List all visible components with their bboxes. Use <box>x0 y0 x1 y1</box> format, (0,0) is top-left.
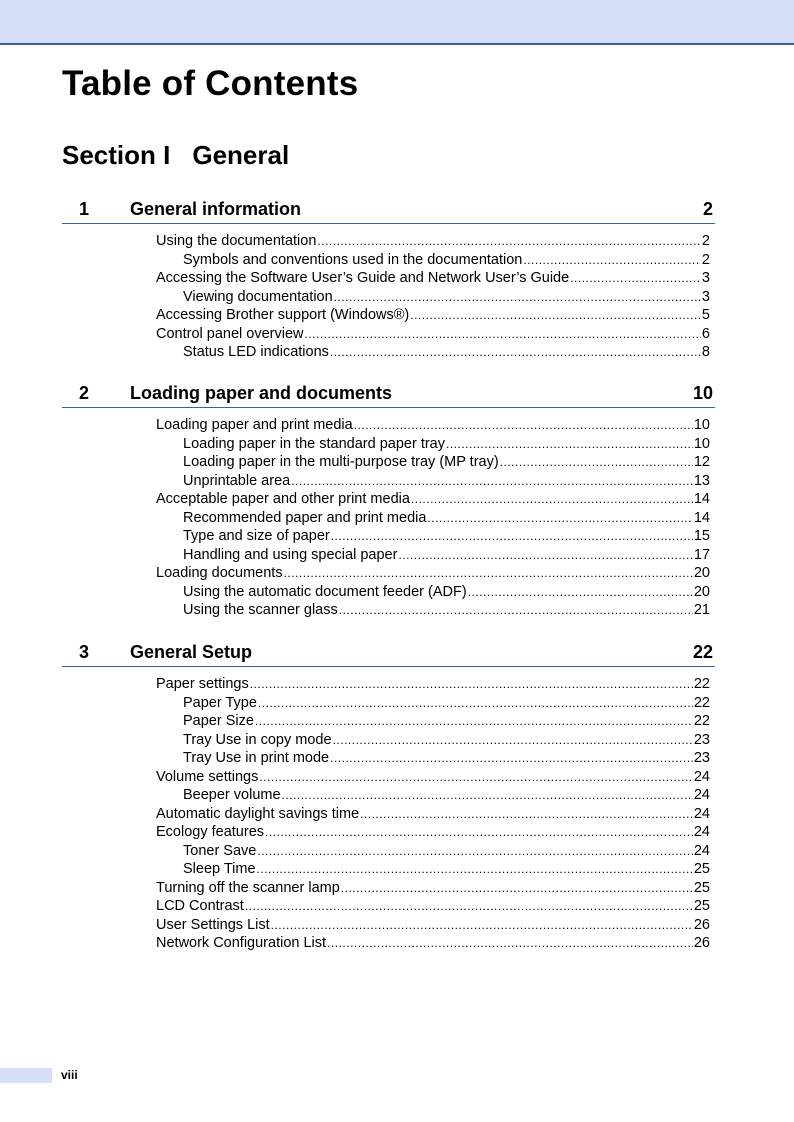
toc-entry[interactable] <box>156 917 710 936</box>
chapter-heading[interactable] <box>62 383 715 408</box>
dot-leader <box>245 899 693 913</box>
dot-leader <box>339 603 693 617</box>
toc-entry-title: Using the scanner glass <box>183 602 338 618</box>
toc-entry-title: Tray Use in copy mode <box>183 731 332 748</box>
toc-entry-title: Unprintable area <box>183 472 291 489</box>
toc-entry[interactable] <box>183 787 710 806</box>
toc-entry-title: Ecology features <box>156 824 265 840</box>
toc-entry-title: Using the documentation <box>156 233 317 249</box>
toc-entry-page: 12 <box>693 454 710 470</box>
toc-entry-title: Paper settings <box>156 676 249 692</box>
dot-leader <box>257 862 693 876</box>
toc-entry-title: Control panel overview <box>156 325 304 342</box>
toc-entry[interactable] <box>156 880 710 899</box>
toc-entry-title: Turning off the scanner lamp <box>156 879 340 896</box>
chapter-1 <box>62 199 715 363</box>
toc-entry-page: 22 <box>693 676 710 692</box>
section-heading <box>62 140 289 171</box>
toc-entry-page: 2 <box>701 233 710 249</box>
dot-leader <box>255 714 693 728</box>
toc-entry-page: 26 <box>693 935 710 951</box>
toc-entry-page: 3 <box>701 270 710 286</box>
toc-entry[interactable] <box>183 750 710 769</box>
toc-list <box>62 676 715 954</box>
toc-entry-page: 24 <box>693 787 710 803</box>
dot-leader <box>327 936 693 950</box>
toc-entry-page: 14 <box>693 509 710 526</box>
toc-entry[interactable] <box>183 289 710 308</box>
dot-leader <box>468 585 693 599</box>
toc-entry-page: 10 <box>693 417 710 433</box>
dot-leader <box>291 474 693 488</box>
toc-entry[interactable] <box>156 491 710 510</box>
toc-entry[interactable] <box>183 861 710 880</box>
toc-entry-title: Loading paper in the multi-purpose tray (MP tray) <box>183 454 499 470</box>
toc-entry-title: Paper Type <box>183 694 257 711</box>
toc-entry-title: Loading documents <box>156 565 283 581</box>
toc-entry-page: 22 <box>693 694 710 711</box>
toc-entry-title: Using the automatic document feeder (ADF) <box>183 583 467 600</box>
toc-entry[interactable] <box>183 510 710 529</box>
dot-leader <box>334 290 701 304</box>
toc-entry-page: 24 <box>693 824 710 840</box>
toc-entry-page: 20 <box>693 565 710 581</box>
toc-entry-title: Tray Use in print mode <box>183 750 330 766</box>
chapter-number: 3 <box>79 642 90 662</box>
dot-leader <box>284 566 693 580</box>
chapter-title: General information <box>130 199 302 219</box>
chapter-number: 2 <box>79 383 90 403</box>
toc-entry-title: Accessing Brother support (Windows®) <box>156 307 410 323</box>
toc-entry[interactable] <box>156 898 710 917</box>
toc-entry-page: 20 <box>693 583 710 600</box>
toc-entry-title: Loading paper and print media <box>156 417 353 433</box>
chapter-3 <box>62 642 715 954</box>
toc-entry-title: Sleep Time <box>183 861 256 877</box>
toc-entry-title: Status LED indications <box>183 344 329 360</box>
section-name: General <box>192 140 290 170</box>
toc-entry[interactable] <box>183 843 710 862</box>
dot-leader <box>523 253 701 267</box>
footer-page-number: viii <box>61 1068 78 1082</box>
toc-entry[interactable] <box>183 436 710 455</box>
dot-leader <box>271 918 693 932</box>
chapter-page: 10 <box>692 383 713 403</box>
toc-entry-title: Network Configuration List <box>156 935 327 951</box>
toc-entry-page: 26 <box>693 916 710 933</box>
toc-entry-page: 17 <box>693 546 710 563</box>
toc-entry-page: 23 <box>693 750 710 766</box>
dot-leader <box>330 751 693 765</box>
toc-entry[interactable] <box>156 806 710 825</box>
chapter-page: 22 <box>692 642 713 662</box>
dot-leader <box>333 733 693 747</box>
toc-entry-page: 25 <box>693 898 710 914</box>
dot-leader <box>427 511 692 525</box>
toc-entry-page: 24 <box>693 805 710 822</box>
toc-entry-page: 23 <box>693 731 710 748</box>
toc-entry-title: LCD Contrast <box>156 898 244 914</box>
toc-entry[interactable] <box>156 935 710 954</box>
toc-entry[interactable] <box>156 233 710 252</box>
toc-entry-page: 14 <box>693 491 710 507</box>
toc-entry-page: 3 <box>701 288 710 305</box>
header-band <box>0 0 794 45</box>
toc-entry[interactable] <box>156 270 710 289</box>
dot-leader <box>354 418 693 432</box>
footer-tab <box>0 1068 52 1083</box>
toc-entry[interactable] <box>183 252 710 271</box>
toc-entry-title: Handling and using special paper <box>183 546 398 563</box>
chapter-page: 2 <box>702 199 713 219</box>
dot-leader <box>259 770 692 784</box>
chapter-number: 1 <box>79 199 90 219</box>
toc-entry-page: 2 <box>701 251 710 268</box>
toc-entry-page: 22 <box>693 713 710 729</box>
toc-entry-page: 10 <box>693 435 710 452</box>
toc-entry[interactable] <box>183 602 710 621</box>
toc-entry[interactable] <box>183 344 710 363</box>
toc-entry-page: 8 <box>701 344 710 360</box>
toc-entry-title: Beeper volume <box>183 787 281 803</box>
dot-leader <box>265 825 693 839</box>
dot-leader <box>257 844 693 858</box>
toc-entry[interactable] <box>156 769 710 788</box>
dot-leader <box>305 327 701 341</box>
toc-entry[interactable] <box>156 307 710 326</box>
chapter-title: Loading paper and documents <box>130 383 393 403</box>
toc-entry-title: Volume settings <box>156 768 259 785</box>
toc-entry[interactable] <box>183 695 710 714</box>
dot-leader <box>410 308 701 322</box>
toc-entry-page: 5 <box>701 307 710 323</box>
toc-entry-page: 25 <box>693 861 710 877</box>
dot-leader <box>500 455 693 469</box>
toc-entry-page: 6 <box>701 325 710 342</box>
dot-leader <box>317 234 701 248</box>
toc-entry-page: 15 <box>693 528 710 544</box>
dot-leader <box>446 437 693 451</box>
toc-entry[interactable] <box>183 547 710 566</box>
toc-entry[interactable] <box>183 454 710 473</box>
toc-entry-page: 24 <box>693 842 710 859</box>
toc-entry[interactable] <box>183 584 710 603</box>
toc-entry-page: 24 <box>693 768 710 785</box>
toc-entry-title: Toner Save <box>183 842 257 859</box>
toc-entry[interactable] <box>156 417 710 436</box>
dot-leader <box>282 788 693 802</box>
toc-entry-title: Type and size of paper <box>183 528 330 544</box>
dot-leader <box>570 271 701 285</box>
toc-entry-page: 13 <box>693 472 710 489</box>
dot-leader <box>330 345 701 359</box>
toc-entry-title: Viewing documentation <box>183 288 333 305</box>
page-title: Table of Contents <box>62 64 359 103</box>
toc-entry-page: 21 <box>693 602 710 618</box>
dot-leader <box>258 696 693 710</box>
toc-entry-title: Automatic daylight savings time <box>156 805 360 822</box>
toc-entry-title: Acceptable paper and other print media <box>156 491 410 507</box>
section-label: Section I <box>62 140 171 170</box>
dot-leader <box>341 881 693 895</box>
dot-leader <box>398 548 692 562</box>
dot-leader <box>331 529 693 543</box>
toc-list <box>62 233 715 363</box>
toc-entry[interactable] <box>183 528 710 547</box>
chapter-heading[interactable] <box>62 642 715 667</box>
toc-entry[interactable] <box>156 326 710 345</box>
toc-entry[interactable] <box>183 713 710 732</box>
dot-leader <box>411 492 693 506</box>
toc-entry-title: Paper Size <box>183 713 254 729</box>
chapter-2 <box>62 383 715 621</box>
toc-entry[interactable] <box>183 732 710 751</box>
dot-leader <box>360 807 693 821</box>
toc-entry-title: User Settings List <box>156 916 270 933</box>
toc-entry[interactable] <box>183 473 710 492</box>
toc-entry-page: 25 <box>693 879 710 896</box>
toc-entry-title: Recommended paper and print media <box>183 509 427 526</box>
toc-entry[interactable] <box>156 676 710 695</box>
toc-entry[interactable] <box>156 565 710 584</box>
toc-list <box>62 417 715 621</box>
toc-entry-title: Loading paper in the standard paper tray <box>183 435 445 452</box>
toc-entry-title: Symbols and conventions used in the documentation <box>183 251 523 268</box>
toc-entry[interactable] <box>156 824 710 843</box>
toc-entry-title: Accessing the Software User’s Guide and Network User’s Guide <box>156 270 570 286</box>
chapter-title: General Setup <box>130 642 253 662</box>
dot-leader <box>250 677 693 691</box>
chapter-heading[interactable] <box>62 199 715 224</box>
